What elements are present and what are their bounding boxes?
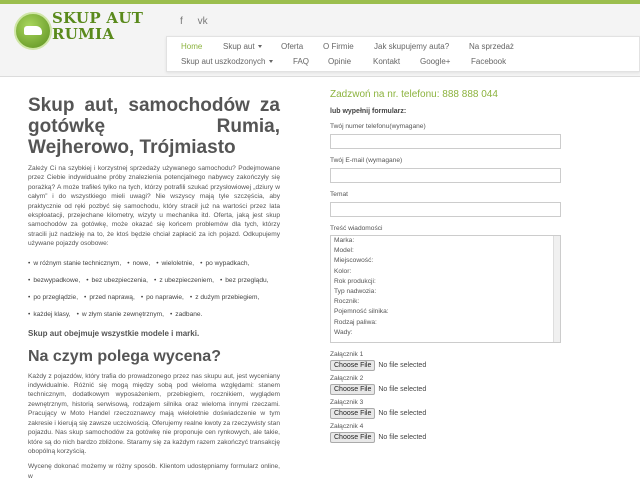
page-title: Skup aut, samochodów za gotówkę Rumia, Wejherowo, Trójmiasto — [28, 95, 280, 158]
page-content — [0, 77, 640, 480]
chevron-down-icon — [269, 60, 273, 63]
nav-home[interactable]: Home — [181, 42, 203, 51]
all-models-note: Skup aut obejmuje wszystkie modele i marki. — [28, 328, 200, 338]
facebook-icon[interactable]: f — [180, 16, 183, 27]
nav-skup-aut[interactable]: Skup aut — [223, 42, 262, 51]
form-title: lub wypełnij formularz: — [330, 108, 407, 115]
choose-file-button[interactable]: Choose File — [330, 360, 375, 371]
nav-opinie[interactable]: Opinie — [328, 57, 352, 66]
valuation-paragraph: Każdy z pojazdów, który trafia do prowadzonego przez nas skupu aut, jest wyceniany indywidualnie. Różnić się mogą między sobą pod wieloma względami: stanem technicznym, dodatkowym wyposażeniem, przebiegiem, rocznikiem, wyglądem zewnętrznym, historią serwisową, rodzajem silnika oraz wieloma innymi rzeczami. Pracujący w Moto Handel rzeczoznawcy mają wieloletnie doświadczenie w tym zakresie i kierują się zawsze uczciwością. Oferujemy realne kwoty za rzeczywisty stan pojazdu. Nas skup samochodów za gotówkę nie proponuje cen rynkowych, ale takie, które są do nich bardzo zbliżone. Staramy się za każdym razem zakończyć transakcję obopólną korzyścią. — [28, 372, 280, 455]
nav-faq[interactable]: FAQ — [293, 57, 310, 66]
chevron-down-icon — [258, 45, 262, 48]
choose-file-button[interactable]: Choose File — [330, 408, 375, 419]
nav-o-firmie[interactable]: O Firmie — [323, 42, 354, 51]
vehicle-types-list — [28, 255, 280, 323]
message-textarea[interactable]: Marka: Model: Miejscowość: Kolor: Rok produkcji: Typ nadwozia: Rocznik: Pojemność silnika: Rodzaj paliwa: Wady: — [330, 235, 561, 343]
email-field-label: Twój E-mail (wymagane) — [330, 157, 403, 164]
phone-input[interactable] — [330, 134, 561, 149]
site-header — [0, 4, 640, 77]
nav-na-sprzedaz[interactable]: Na sprzedaż — [469, 42, 514, 51]
list-item: • w różnym stanie technicznym,• nowe,• wieloletnie,• po wypadkach, — [28, 255, 280, 272]
nav-kontakt[interactable]: Kontakt — [373, 57, 401, 66]
attachment-1: Załącznik 1 Choose File No file selected — [330, 351, 427, 369]
intro-paragraph: Zależy Ci na szybkiej i korzystnej sprzedaży używanego samochodu? Podejmowane przez Ciebie indywidualne próby znalezienia potencjalnego nabywcy zakończyły się porażką? A może trafiłeś tylko na tych, którzy potrafili szukać przysłowiowej „dziury w całym” i do wszystkiego mieli uwagi? Nie wszyscy mają tyle szczęścia, aby praktycznie od ręki pozbyć się samochodu, który stracił już na wartości przez lata eksploatacji, przejechane kilometry, wizyty u mechanika itd. Oferta, jaką jest skup samochodów za gotówkę, może okazać się końcem problemów dla tych, którzy stracili już nadzieję na to, że ktoś będzie chciał zapłacić za ich pojazd. Odkupujemy używane pojazdy osobowe: — [28, 165, 280, 248]
nav-oferta[interactable]: Oferta — [281, 42, 304, 51]
article — [28, 95, 280, 481]
logo-text-line2: RUMIA — [52, 25, 115, 43]
attachment-2: Załącznik 2 Choose File No file selected — [330, 375, 427, 393]
message-field-label: Treść wiadomości — [330, 225, 383, 232]
textarea-scrollbar[interactable] — [553, 236, 560, 342]
valuation-paragraph-2: Wycenę dokonać możemy w różny sposób. Klientom udostępniamy formularz online, w — [28, 463, 280, 480]
subject-field-label: Temat — [330, 191, 348, 198]
nav-jak-skupujemy[interactable]: Jak skupujemy auta? — [374, 42, 450, 51]
email-input[interactable] — [330, 168, 561, 183]
subject-input[interactable] — [330, 202, 561, 217]
list-item: • po przeglądzie,• przed naprawą,• po naprawie,• z dużym przebiegiem, — [28, 289, 280, 306]
nav-facebook[interactable]: Facebook — [471, 57, 507, 66]
nav-skup-uszkodzonych[interactable]: Skup aut uszkodzonych — [181, 57, 273, 66]
contact-form — [330, 89, 570, 443]
attachment-3: Załącznik 3 Choose File No file selected — [330, 399, 427, 417]
main-navigation — [166, 36, 640, 72]
social-links — [180, 16, 220, 27]
phone-field-label: Twój numer telefonu(wymagane) — [330, 123, 426, 130]
list-item: • bezwypadkowe,• bez ubezpieczenia,• z ubezpieczeniem,• bez przeglądu, — [28, 272, 280, 289]
site-logo[interactable] — [14, 10, 164, 52]
car-logo-icon — [14, 12, 52, 50]
phone-heading: Zadzwoń na nr. telefonu: 888 888 044 — [330, 89, 498, 100]
list-item: • każdej klasy,• w złym stanie zewnętrznym,• zadbane. — [28, 306, 280, 323]
attachment-4: Załącznik 4 Choose File No file selected — [330, 423, 427, 441]
section-heading-valuation: Na czym polega wycena? — [28, 347, 221, 365]
choose-file-button[interactable]: Choose File — [330, 432, 375, 443]
vk-icon[interactable]: vk — [197, 16, 208, 27]
choose-file-button[interactable]: Choose File — [330, 384, 375, 395]
logo-text-line1: SKUP AUT — [52, 9, 144, 27]
nav-google-plus[interactable]: Google+ — [420, 57, 451, 66]
